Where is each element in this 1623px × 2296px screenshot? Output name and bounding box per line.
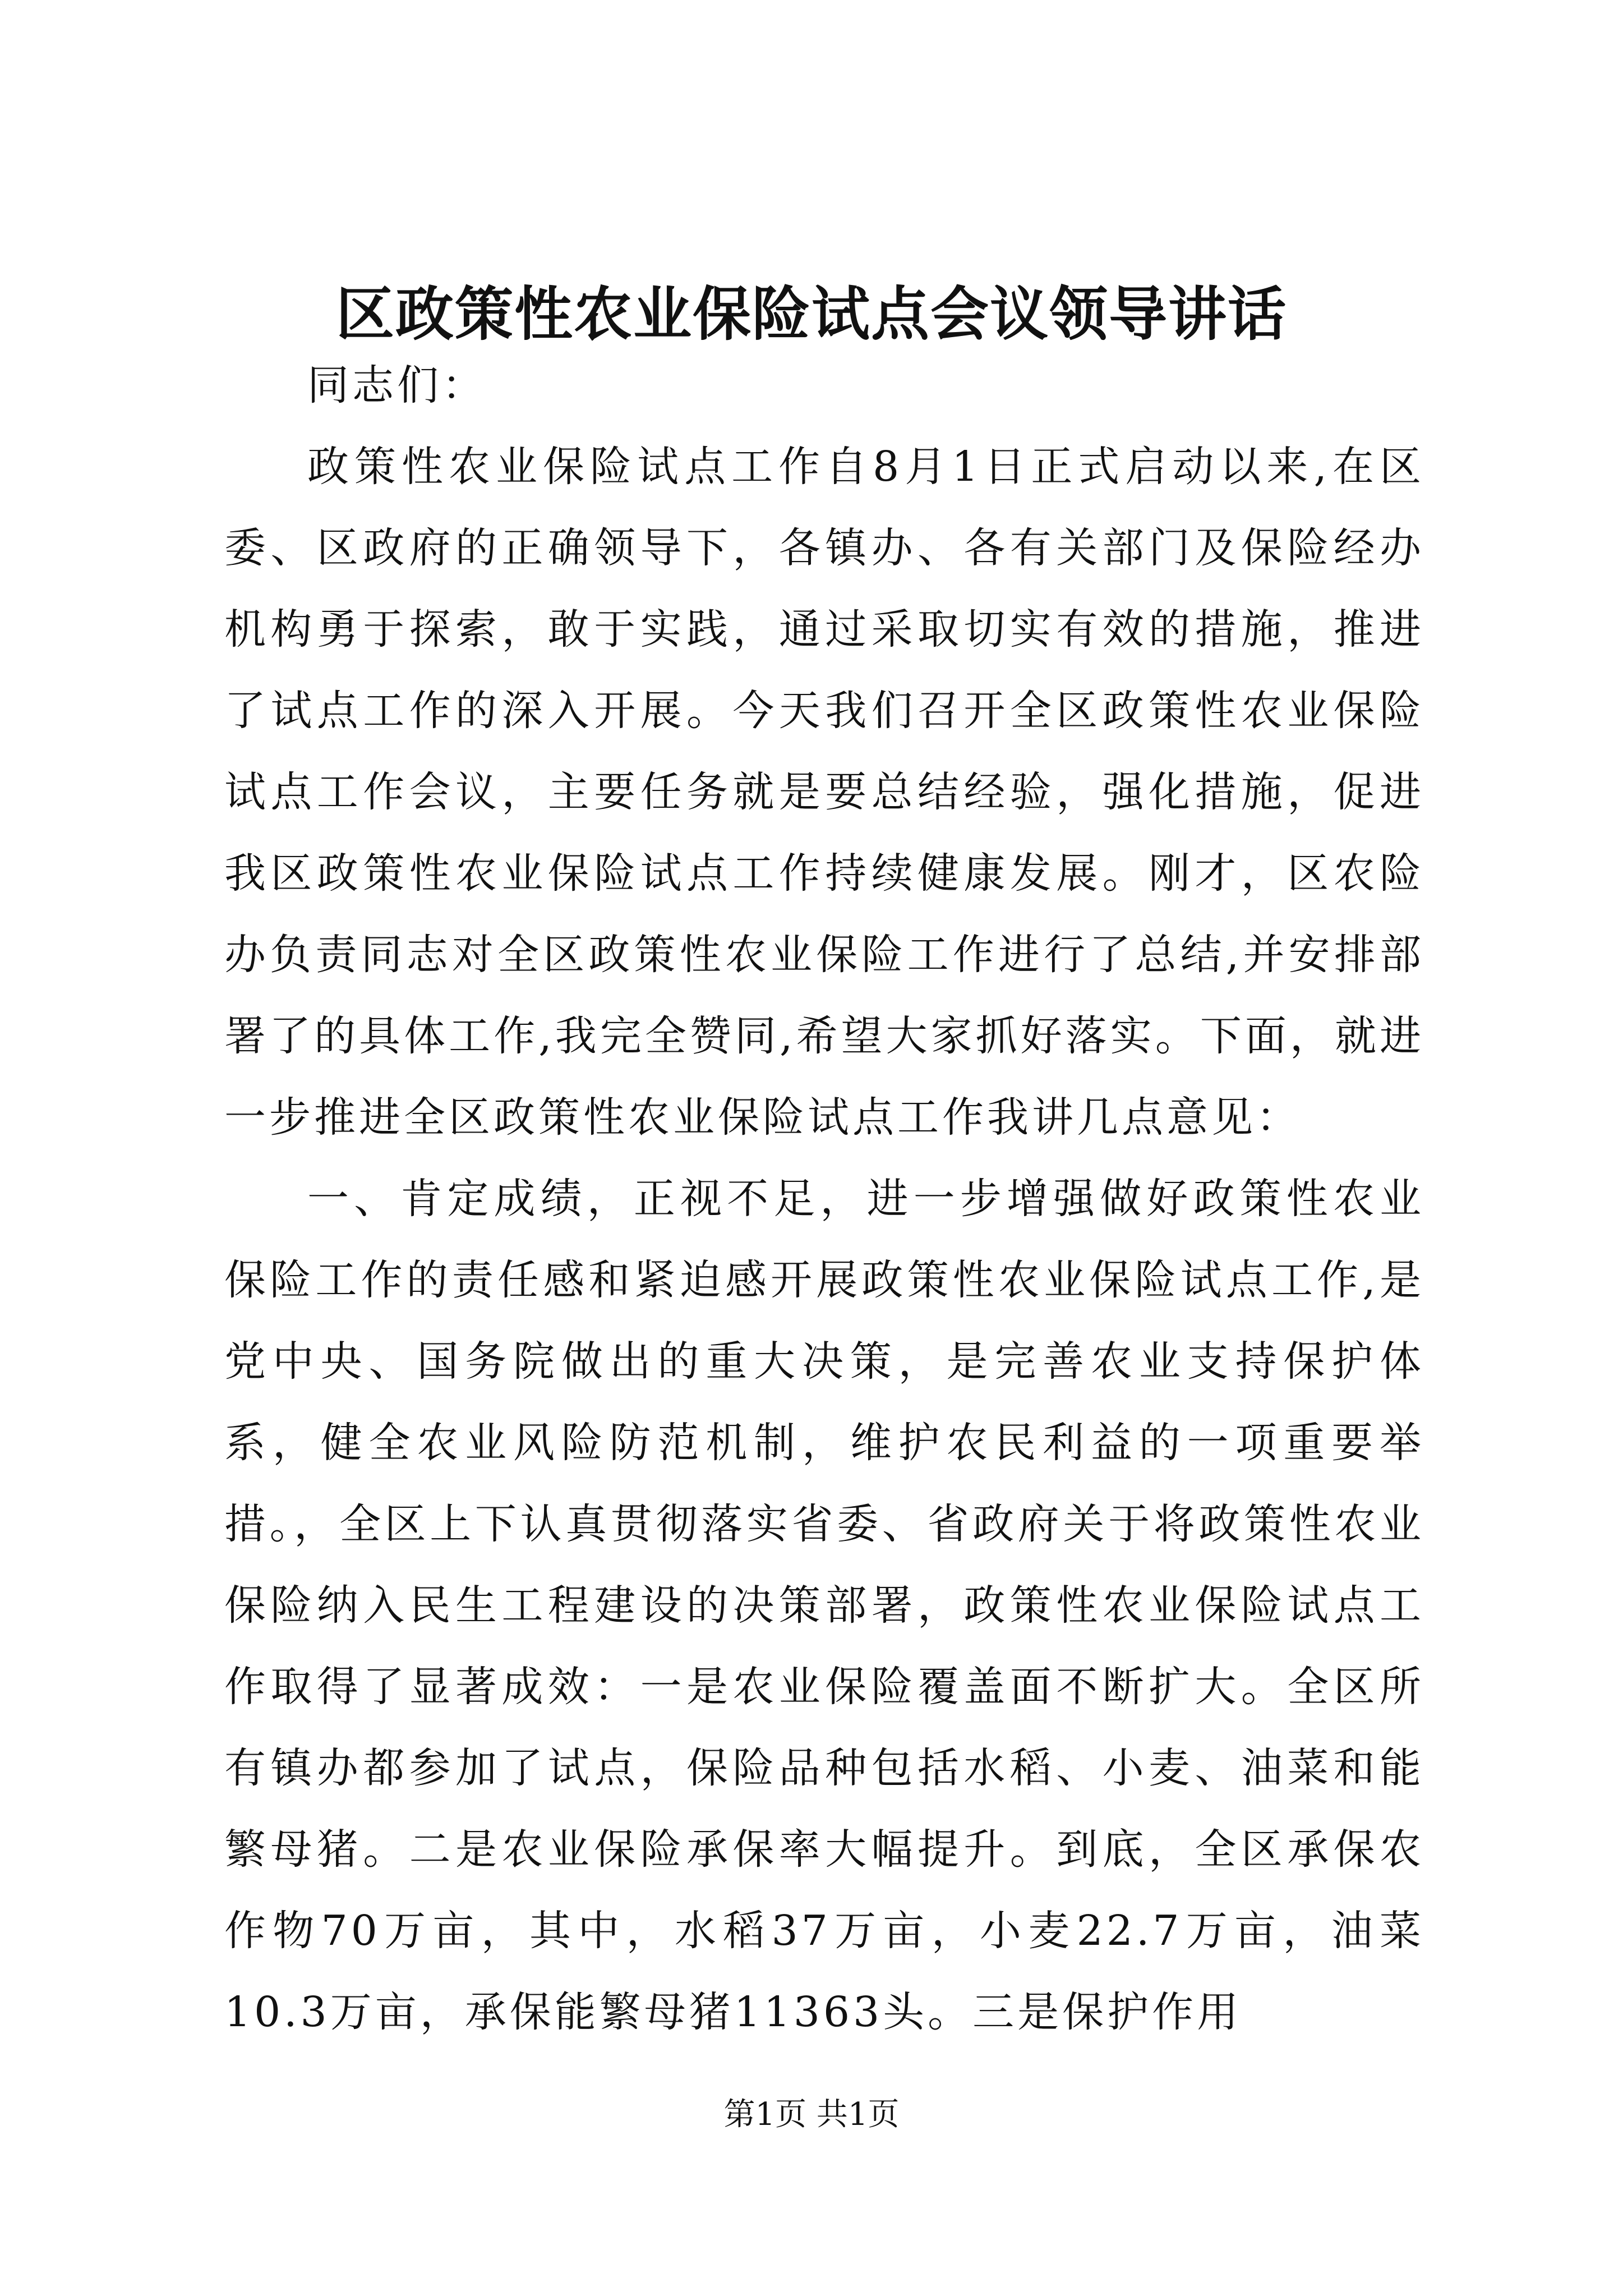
- document-body: [224, 345, 1424, 2053]
- section-one-paragraph: 一、肯定成绩，正视不足，进一步增强做好政策性农业保险工作的责任感和紧迫感开展政策性农业保险试点工作,是党中央、国务院做出的重大决策，是完善农业支持保护体系，健全农业风险防范机制，维护农民利益的一项重要举措。，全区上下认真贯彻落实省委、省政府关于将政策性农业保险纳入民生工程建设的决策部署，政策性农业保险试点工作取得了显著成效：一是农业保险覆盖面不断扩大。全区所有镇办都参加了试点，保险品种包括水稻、小麦、油菜和能繁母猪。二是农业保险承保率大幅提升。到底，全区承保农作物70万亩，其中，水稻37万亩，小麦22.7万亩，油菜10.3万亩，承保能繁母猪11363头。三是保护作用: [224, 1175, 1424, 2036]
- document-title: 区政策性农业保险试点会议领导讲话: [335, 279, 1287, 348]
- page-footer: 第1页 共1页: [723, 2096, 900, 2133]
- salutation-paragraph: 同志们：: [307, 361, 487, 409]
- intro-paragraph: 政策性农业保险试点工作自8月1日正式启动以来,在区委、区政府的正确领导下，各镇办、各有关部门及保险经办机构勇于探索，敢于实践，通过采取切实有效的措施，推进了试点工作的深入开展。今天我们召开全区政策性农业保险试点工作会议，主要任务就是要总结经验，强化措施，促进我区政策性农业保险试点工作持续健康发展。刚才，区农险办负责同志对全区政策性农业保险工作进行了总结,并安排部署了的具体工作,我完全赞同,希望大家抓好落实。下面，就进一步推进全区政策性农业保险试点工作我讲几点意见：: [224, 443, 1424, 1142]
